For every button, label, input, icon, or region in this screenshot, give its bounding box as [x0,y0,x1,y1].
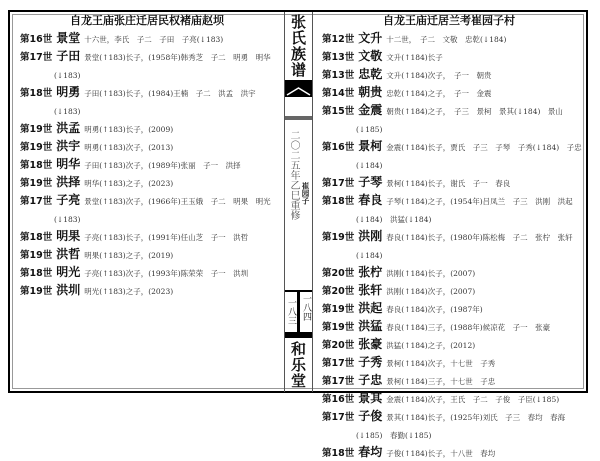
person-name: 洪起 [358,301,383,315]
entry-detail: 文升(↑184)长子 [386,53,443,62]
genealogy-entry [320,227,582,263]
genealogy-entry [320,101,582,137]
entry-detail: 明华(↑183)之子，(2023) [84,179,174,188]
genealogy-entry [320,299,582,317]
generation-label: 第17世 [322,178,355,189]
entry-detail: 洪刚(↑184)长子，(2007) [386,269,476,278]
page-number-box [285,290,312,334]
generation-label: 第18世 [20,88,53,99]
genealogy-entry [320,263,582,281]
divider-bar [285,116,312,120]
entry-detail: 景柯(↑184)长子，谢氏 子一 春良 [386,179,511,188]
genealogy-entry [18,83,280,119]
genealogy-entry [320,47,582,65]
village-label: 崔园子 [301,182,310,205]
genealogy-entry [320,83,582,101]
entry-detail: 景柯(↑184)次子，十七世 子秀 [386,359,496,368]
person-name: 洪宇 [56,139,81,153]
genealogy-entry [320,407,582,443]
person-name: 春良 [358,193,383,207]
person-name: 文升 [358,31,383,45]
genealogy-entry [320,173,582,191]
genealogy-entry [320,371,582,389]
entry-detail: 景其(↑184)长子，(1925年)刘氏 子三 春均 春海(↓185) 春勤(↓185) [356,413,566,440]
entry-detail: 明光(↑183)之子，(2023) [84,287,174,296]
genealogy-entry [320,317,582,335]
genealogy-entry [18,191,280,227]
entry-detail: 金震(↑184)次子，王氏 子二 子俊 子臣(↓185) [386,395,560,404]
person-name: 子琴 [358,175,383,189]
generation-label: 第19世 [322,232,355,243]
genealogy-entry [320,389,582,407]
right-panel-title: 自龙王庙迁居兰考崔园子村 [383,14,515,27]
black-foot-band [285,332,312,338]
genealogy-entry [18,227,280,245]
person-name: 子忠 [358,373,383,387]
genealogy-entry [18,119,280,137]
genealogy-entry [18,137,280,155]
entry-detail: 子亮(↑183)次子，(1993年)陈荣荣 子一 洪圳 [84,269,249,278]
genealogy-entry [18,263,280,281]
entry-detail: 景堂(↑183)长子，(1958年)韩秀芝 子二 明勇 明华(↓183) [54,53,271,80]
genealogy-entry [320,137,582,173]
generation-label: 第14世 [322,88,355,99]
person-name: 明果 [56,229,81,243]
generation-label: 第18世 [20,268,53,279]
entry-detail: 洪刚(↑184)次子，(2007) [386,287,476,296]
person-name: 张柠 [358,265,383,279]
entry-detail: 景堂(↑183)次子，(1966年)王玉娥 子二 明果 明光(↓183) [54,197,271,224]
genealogy-entry [320,191,582,227]
person-name: 洪哲 [56,247,81,261]
generation-label: 第19世 [322,322,355,333]
generation-label: 第12世 [322,34,355,45]
generation-label: 第18世 [20,232,53,243]
generation-label: 第19世 [20,142,53,153]
chevron-ornament-icon [286,86,311,96]
entry-detail: 十二世， 子二 文敬 忠乾(↓184) [386,35,507,44]
person-name: 明勇 [56,85,81,99]
book-title: 张氏族谱 [290,13,306,79]
left-panel [14,14,280,299]
genealogy-entry [320,335,582,353]
genealogy-entry [320,353,582,371]
right-entry-list [316,29,582,461]
book-spine [284,12,313,392]
person-name: 朝贵 [358,85,383,99]
person-name: 明华 [56,157,81,171]
person-name: 子亮 [56,193,81,207]
generation-label: 第19世 [20,178,53,189]
edition-text: 二〇二五年乙巳重修 [288,130,299,220]
person-name: 景堂 [56,31,81,45]
entry-detail: 春良(↑184)次子，(1987年) [386,305,483,314]
person-name: 张豪 [358,337,383,351]
entry-detail: 明勇(↑183)长子，(2009) [84,125,174,134]
generation-label: 第17世 [322,358,355,369]
genealogy-entry [18,173,280,191]
person-name: 洪猛 [358,319,383,333]
generation-label: 第20世 [322,340,355,351]
entry-detail: 子亮(↑183)长子，(1991年)任山芝 子一 洪哲 [84,233,249,242]
person-name: 景柯 [358,139,383,153]
entry-detail: 洪猛(↑184)之子，(2012) [386,341,476,350]
entry-detail: 忠乾(↑184)之子， 子一 金震 [386,89,492,98]
generation-label: 第18世 [322,196,355,207]
entry-detail: 景柯(↑184)三子，十七世 子忠 [386,377,496,386]
entry-detail: 子琴(↑184)之子，(1954年)吕凤兰 子三 洪刚 洪起(↓184) 洪猛(↓184) [356,197,573,224]
person-name: 明光 [56,265,81,279]
generation-label: 第15世 [322,106,355,117]
person-name: 景其 [358,391,383,405]
left-entry-list [14,29,280,299]
generation-label: 第19世 [20,250,53,261]
genealogy-entry [320,443,582,461]
page-divider [297,292,300,334]
entry-detail: 春良(↑184)三子，(1988年)候凉花 子一 张豪 [386,323,551,332]
entry-detail: 春良(↑184)长子，(1980年)陈松梅 子二 张柠 张轩(↓184) [356,233,573,260]
entry-detail: 朝贵(↑184)之子， 子三 景柯 景其(↓184) 景山(↓185) [356,107,563,134]
person-name: 金震 [358,103,383,117]
generation-label: 第17世 [20,52,53,63]
person-name: 忠乾 [358,67,383,81]
generation-label: 第18世 [322,448,355,459]
generation-label: 第13世 [322,70,355,81]
person-name: 春均 [358,445,383,459]
generation-label: 第13世 [322,52,355,63]
entry-detail: 文升(↑184)次子， 子一 朝贵 [386,71,492,80]
generation-label: 第17世 [20,196,53,207]
hall-name: 和乐堂 [289,341,307,389]
left-panel-title: 自龙王庙张庄迁居民权褚庙赵坝 [70,14,224,27]
generation-label: 第16世 [322,142,355,153]
entry-detail: 子俊(↑184)长子，十八世 春均 [386,449,496,458]
generation-label: 第17世 [322,412,355,423]
generation-label: 第20世 [322,286,355,297]
right-panel [316,14,582,461]
generation-label: 第19世 [322,304,355,315]
entry-detail: 十六世，李氏 子二 子田 子亮(↓183) [84,35,224,44]
entry-detail: 子田(↑183)长子，(1984)王楠 子二 洪孟 洪宇(↓183) [54,89,256,116]
genealogy-entry [18,155,280,173]
generation-label: 第16世 [20,34,53,45]
person-name: 洪择 [56,175,81,189]
generation-label: 第18世 [20,160,53,171]
entry-detail: 明勇(↑183)次子，(2013) [84,143,174,152]
generation-label: 第20世 [322,268,355,279]
generation-label: 第16世 [322,394,355,405]
person-name: 洪刚 [358,229,383,243]
entry-detail: 子田(↑183)次子，(1989年)张丽 子一 洪择 [84,161,241,170]
person-name: 子田 [56,49,81,63]
genealogy-entry [18,47,280,83]
entry-detail: 金震(↑184)长子，贾氏 子三 子琴 子秀(↓184) 子忠(↓184) [356,143,582,170]
page-number-right: 一八四 [301,294,311,321]
person-name: 子俊 [358,409,383,423]
generation-label: 第19世 [20,124,53,135]
genealogy-entry [18,29,280,47]
generation-label: 第19世 [20,286,53,297]
page-number-left: 一八三 [286,298,296,325]
generation-label: 第17世 [322,376,355,387]
person-name: 张轩 [358,283,383,297]
genealogy-entry [320,29,582,47]
genealogy-entry [18,281,280,299]
person-name: 洪圳 [56,283,81,297]
person-name: 子秀 [358,355,383,369]
genealogy-entry [18,245,280,263]
person-name: 洪孟 [56,121,81,135]
genealogy-entry [320,65,582,83]
person-name: 文敬 [358,49,383,63]
genealogy-entry [320,281,582,299]
entry-detail: 明果(↑183)之子，(2019) [84,251,174,260]
